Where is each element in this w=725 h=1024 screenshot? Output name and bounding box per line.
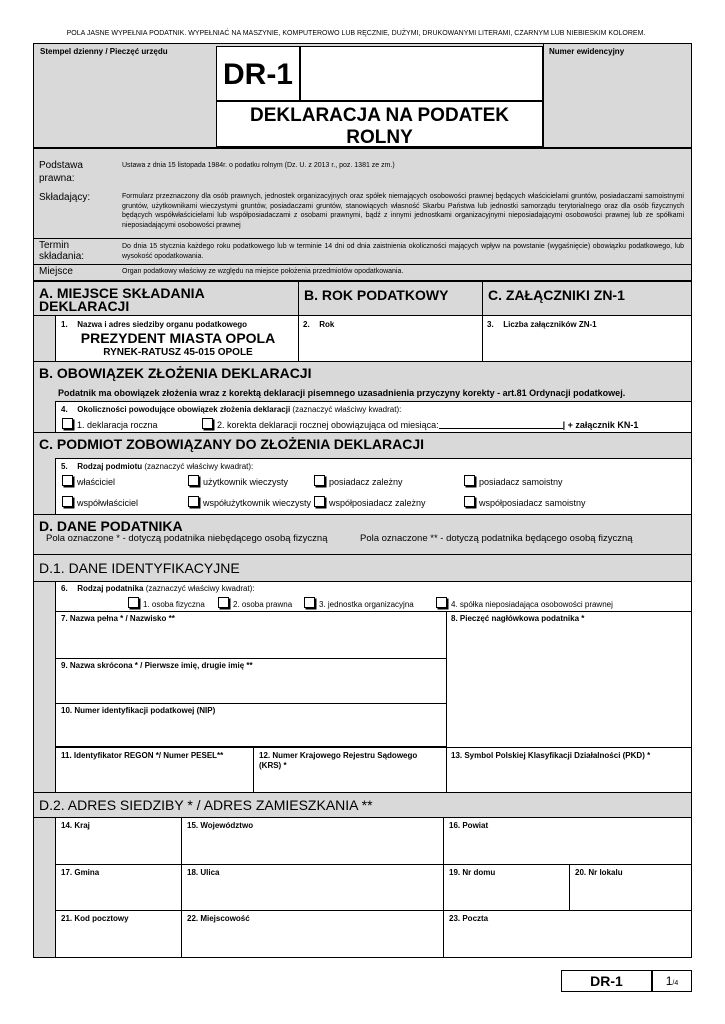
checkbox[interactable] bbox=[188, 475, 199, 486]
opt-posiadacz-zalezny[interactable]: posiadacz zależny bbox=[314, 475, 403, 487]
tax-year-input[interactable]: 2. Rok bbox=[299, 316, 483, 361]
sections-abc-header bbox=[33, 281, 692, 316]
section-b-title: B. OBOWIĄZEK ZŁOŻENIA DEKLARACJI bbox=[39, 365, 312, 381]
field-6-label: Rodzaj podatnika bbox=[77, 584, 144, 593]
d2-title: D.2. ADRES SIEDZIBY * / ADRES ZAMIESZKANIA ** bbox=[39, 797, 373, 813]
opt-wspolposiadacz-zalezny[interactable]: współposiadacz zależny bbox=[314, 496, 426, 508]
section-b-block bbox=[33, 362, 692, 433]
opt-correction[interactable]: 2. korekta deklaracji rocznej obowiązująca od miesiąca: | + załącznik KN-1 bbox=[202, 418, 638, 430]
section-c-title: C. PODMIOT ZOBOWIĄZANY DO ZŁOŻENIA DEKLARACJI bbox=[39, 436, 424, 452]
d1-body bbox=[33, 582, 692, 793]
opt-wspolwlasciciel[interactable]: współwłaściciel bbox=[62, 496, 138, 508]
evidence-number-label: Numer ewidencyjny bbox=[549, 47, 625, 56]
section-d-note2: Pola oznaczone ** - dotyczą podatnika będącego osobą fizyczną bbox=[360, 533, 633, 544]
form-code-side-box bbox=[300, 46, 543, 101]
footer-form-code-box bbox=[561, 970, 652, 992]
miejsce-label: Miejsce bbox=[39, 266, 73, 277]
d1-header bbox=[33, 555, 692, 582]
section-d-note1: Pola oznaczone * - dotyczą podatnika niebędącego osobą fizyczną bbox=[46, 533, 328, 544]
section-d-title: D. DANE PODATNIKA bbox=[39, 518, 183, 534]
checkbox[interactable] bbox=[464, 496, 475, 507]
opt-wspoluzytkownik-wieczysty[interactable]: współużytkownik wieczysty bbox=[188, 496, 311, 508]
postal-code-input[interactable]: 21. Kod pocztowy bbox=[56, 911, 182, 957]
short-name-input[interactable]: 9. Nazwa skrócona * / Pierwsze imię, drugie imię ** bbox=[56, 659, 447, 704]
country-input[interactable]: 14. Kraj bbox=[56, 818, 182, 865]
opt-annual-declaration[interactable]: 1. deklaracja roczna bbox=[62, 418, 158, 430]
county-input[interactable]: 16. Powiat bbox=[444, 818, 692, 865]
checkbox-annual[interactable] bbox=[62, 418, 73, 429]
sections-abc-fields bbox=[33, 316, 692, 362]
header-stamp-field[interactable]: 8. Pieczęć nagłówkowa podatnika * bbox=[451, 614, 585, 623]
field-4-label: Okoliczności powodujące obowiązek złożenia deklaracji bbox=[77, 405, 291, 414]
checkbox[interactable] bbox=[128, 597, 139, 608]
city-input[interactable]: 22. Miejscowość bbox=[182, 911, 444, 957]
podstawa-text: Ustawa z dnia 15 listopada 1984r. o podatku rolnym (Dz. U. z 2013 r., poz. 1381 ze zm.) bbox=[122, 162, 395, 169]
tax-year-label: Rok bbox=[319, 320, 335, 329]
checkbox-correction[interactable] bbox=[202, 418, 213, 429]
organ-address: RYNEK-RATUSZ 45-015 OPOLE bbox=[103, 347, 253, 358]
checkbox[interactable] bbox=[218, 597, 229, 608]
section-b-year-title: B. ROK PODATKOWY bbox=[304, 287, 449, 303]
footer-form-code: DR-1 bbox=[590, 973, 623, 989]
field-4-box: 4. Okoliczności powodujące obowiązek złożenia deklaracji (zaznaczyć właściwy kwadrat): 1. deklaracja roczna 2. korekta deklaracji rocznej obowiązująca od miesiąca: | + załącznik KN-1 bbox=[55, 401, 691, 432]
checkbox[interactable] bbox=[464, 475, 475, 486]
krs-input[interactable]: 12. Numer Krajowego Rejestru Sądowego (KRS) * bbox=[254, 748, 447, 792]
section-c-attachments-title: C. ZAŁĄCZNIKI ZN-1 bbox=[488, 287, 625, 303]
opt-wlasciciel[interactable]: właściciel bbox=[62, 475, 115, 487]
form-title-line1: DEKLARACJA NA PODATEK bbox=[250, 105, 509, 126]
nip-input[interactable]: 10. Numer identyfikacji podatkowej (NIP) bbox=[56, 704, 447, 747]
checkbox[interactable] bbox=[62, 496, 73, 507]
stamp-label: Stempel dzienny / Pieczęć urzędu bbox=[40, 47, 168, 56]
checkbox[interactable] bbox=[62, 475, 73, 486]
opt-wspolposiadacz-samoistny[interactable]: współposiadacz samoistny bbox=[464, 496, 586, 508]
field-5-label: Rodzaj podmiotu bbox=[77, 462, 143, 471]
page-number-box bbox=[652, 970, 692, 992]
checkbox[interactable] bbox=[188, 496, 199, 507]
full-name-input[interactable]: 7. Nazwa pełna * / Nazwisko ** bbox=[56, 612, 447, 659]
title-box bbox=[216, 101, 543, 147]
opt-jednostka-organizacyjna[interactable]: 3. jednostka organizacyjna bbox=[304, 597, 414, 609]
d2-fields bbox=[55, 818, 691, 957]
field-5-box: 5. Rodzaj podmiotu (zaznaczyć właściwy kwadrat): właściciel użytkownik wieczysty posiadacz zależny posiadacz samoistny współwłaściciel współużytkownik wieczysty współposiadacz zależny współposiadacz samoistny bbox=[55, 458, 691, 514]
regon-pesel-input[interactable]: 11. Identyfikator REGON */ Numer PESEL** bbox=[56, 748, 254, 792]
d2-body bbox=[33, 818, 692, 958]
page-number: 1 bbox=[665, 974, 673, 988]
d2-header bbox=[33, 793, 692, 818]
field-6-box: 6. Rodzaj podatnika (zaznaczyć właściwy kwadrat): 1. osoba fizyczna 2. osoba prawna 3. jednostka organizacyjna 4. spółka nieposiadająca osobowości prawnej bbox=[56, 582, 692, 612]
organ-name: PREZYDENT MIASTA OPOLA bbox=[80, 330, 276, 346]
organ-field-label: Nazwa i adres siedziby organu podatkowego bbox=[77, 320, 248, 329]
gmina-input[interactable]: 17. Gmina bbox=[56, 865, 182, 911]
pkd-input[interactable]: 13. Symbol Polskiej Klasyfikacji Działalności (PKD) * bbox=[451, 751, 651, 760]
skladajacy-label: Składający: bbox=[39, 192, 91, 203]
page-total: /4 bbox=[672, 980, 679, 987]
info-block bbox=[33, 148, 692, 281]
section-d-header bbox=[33, 515, 692, 555]
apartment-number-input[interactable]: 20. Nr lokalu bbox=[570, 865, 692, 911]
opt-spolka[interactable]: 4. spółka nieposiadająca osobowości prawnej bbox=[436, 597, 613, 609]
section-c-block bbox=[33, 433, 692, 515]
street-input[interactable]: 18. Ulica bbox=[182, 865, 444, 911]
podstawa-label: Podstawa prawna: bbox=[39, 160, 83, 184]
post-office-input[interactable]: 23. Poczta bbox=[449, 914, 489, 923]
section-b-note: Podatnik ma obowiązek złożenia wraz z korektą deklaracji pisemnego uzasadnienia przyczyny korekty - art.81 Ordynacji podatkowej. bbox=[58, 388, 626, 398]
checkbox[interactable] bbox=[304, 597, 315, 608]
d1-title: D.1. DANE IDENTYFIKACYJNE bbox=[39, 560, 240, 576]
house-number-input[interactable]: 19. Nr domu bbox=[444, 865, 570, 911]
attachments-count-label: Liczba załączników ZN-1 bbox=[503, 320, 597, 329]
termin-label: Termin składania: bbox=[39, 240, 85, 262]
fill-instruction: POLA JASNE WYPEŁNIA PODATNIK. WYPEŁNIAĆ NA MASZYNIE, KOMPUTEROWO LUB RĘCZNIE, DUŻYMI, DRUKOWANYMI LITERAMI, CZARNYM LUB NIEBIESKIM KOLOREM. bbox=[66, 30, 646, 37]
opt-uzytkownik-wieczysty[interactable]: użytkownik wieczysty bbox=[188, 475, 288, 487]
attachments-count-input[interactable]: 3. Liczba załączników ZN-1 bbox=[483, 316, 691, 361]
termin-text: Do dnia 15 stycznia każdego roku podatkowego lub w terminie 14 dni od dnia zaistnienia okoliczności mających wpływ na powstanie (wygaśnięcie) obowiązku podatkowego, lub wysokość opodatkowania. bbox=[122, 243, 684, 260]
checkbox[interactable] bbox=[314, 496, 325, 507]
checkbox[interactable] bbox=[314, 475, 325, 486]
skladajacy-text: Formularz przeznaczony dla osób prawnych, jednostek organizacyjnych oraz spółek niemających osobowości prawnej będących właścicielami gruntów, posiadaczami samoistnymi gruntów, użytkownikami wieczystymi gruntów, posiadaczami gruntów, stanowiących własność Skarbu Państwa lub jednostki samorządu terytorialnego oraz dla osób fizycznych będących współwłaścicielami lub współposiadaczami z osobami prawnymi, bądź z innymi jednostkami organizacyjnymi nieposiadającymi osobowości prawnej lub ze spółkami nieposiadającymi osobowości prawnej bbox=[122, 193, 684, 229]
voivodeship-input[interactable]: 15. Województwo bbox=[182, 818, 444, 865]
opt-osoba-prawna[interactable]: 2. osoba prawna bbox=[218, 597, 292, 609]
header-block bbox=[33, 43, 692, 148]
d1-fields bbox=[55, 582, 691, 792]
form-code-box bbox=[216, 46, 300, 101]
opt-osoba-fizyczna[interactable]: 1. osoba fizyczna bbox=[128, 597, 205, 609]
organ-field: 1. Nazwa i adres siedziby organu podatkowego PREZYDENT MIASTA OPOLA RYNEK-RATUSZ 45-015 OPOLE bbox=[55, 316, 299, 361]
opt-posiadacz-samoistny[interactable]: posiadacz samoistny bbox=[464, 475, 563, 487]
correction-month-input[interactable] bbox=[439, 420, 563, 429]
miejsce-text: Organ podatkowy właściwy ze względu na miejsce położenia przedmiotów opodatkowania. bbox=[122, 268, 404, 275]
form-title-line2: ROLNY bbox=[346, 127, 413, 148]
form-code: DR-1 bbox=[222, 58, 293, 91]
section-a-title: A. MIEJSCE SKŁADANIA DEKLARACJI bbox=[39, 285, 205, 314]
checkbox[interactable] bbox=[436, 597, 447, 608]
